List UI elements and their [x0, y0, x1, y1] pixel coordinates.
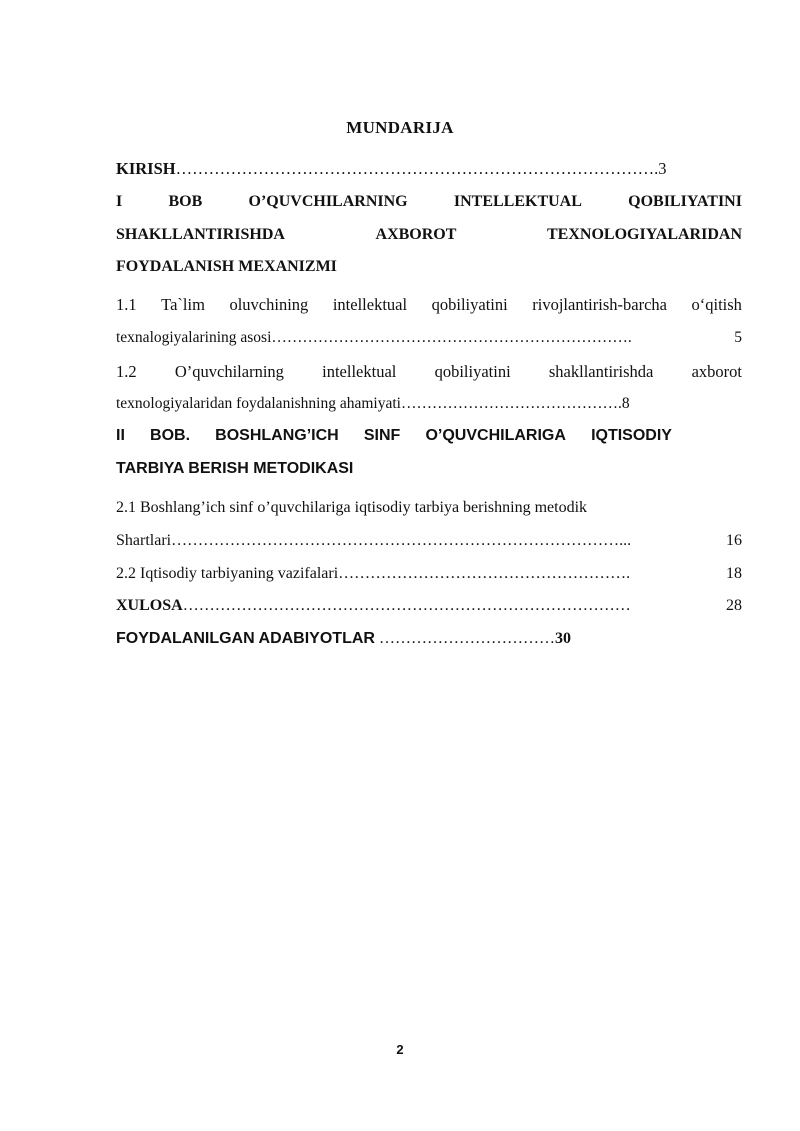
- toc-dots: …………………………………………………………….: [271, 329, 632, 346]
- word: BOB.: [150, 427, 191, 444]
- toc-chapter-2-line-1[interactable]: [116, 425, 672, 447]
- toc-label: texnologiyalaridan foydalanishning ahamiyati: [116, 395, 401, 412]
- toc-page: 5: [734, 329, 742, 346]
- word: BOSHLANG’ICH: [215, 427, 339, 444]
- page-number: 2: [396, 1042, 404, 1057]
- word: AXBOROT: [375, 226, 457, 243]
- word: intellektual: [332, 295, 408, 314]
- word: TEXNOLOGIYALARIDAN: [547, 226, 742, 243]
- toc-page: 18: [726, 565, 742, 582]
- word: Ta`lim: [161, 295, 205, 314]
- toc-dots: …………………………………………………………………………….: [175, 159, 659, 178]
- word: 1.2: [116, 362, 137, 381]
- toc-dots: …………………………………….: [400, 395, 622, 412]
- toc-chapter-1-line-1[interactable]: [116, 191, 742, 213]
- toc-label: Shartlari: [116, 532, 172, 549]
- toc-entry-references[interactable]: [116, 628, 742, 650]
- toc-section-1-1-line-2[interactable]: [116, 327, 742, 349]
- toc-label: FOYDALANILGAN ADABIYOTLAR: [116, 630, 375, 647]
- word: SINF: [363, 427, 401, 444]
- word: II: [116, 427, 125, 444]
- toc-page: 30: [554, 630, 571, 647]
- page-title: MUNDARIJA: [346, 118, 454, 137]
- toc-label: KIRISH: [116, 159, 176, 178]
- word: qobiliyatini: [434, 362, 511, 381]
- word: rivojlantirish-barcha: [532, 295, 667, 314]
- word: qobiliyatini: [431, 295, 508, 314]
- word: O’QUVCHILARNING: [248, 193, 408, 210]
- toc-dots: …………………………………………………………………………: [182, 597, 631, 614]
- toc-label: 2.2 Iqtisodiy tarbiyaning vazifalari: [116, 565, 339, 582]
- word: 1.1: [116, 295, 137, 314]
- toc-dots: …………………………………………………………………………...: [171, 532, 632, 549]
- toc-label: texnalogiyalarining asosi: [116, 329, 272, 346]
- toc-chapter-1-line-2[interactable]: [116, 224, 742, 246]
- toc-page: 28: [726, 597, 742, 614]
- word: O’QUVCHILARIGA: [425, 427, 566, 444]
- toc-entry-xulosa[interactable]: [116, 595, 742, 617]
- word: QOBILIYATINI: [628, 193, 742, 210]
- toc-section-1-2-line-2[interactable]: [116, 393, 742, 415]
- toc-section-1-2-line-1[interactable]: [116, 361, 742, 383]
- toc-label: XULOSA: [116, 597, 183, 614]
- word: shakllantirishda: [548, 362, 654, 381]
- toc-section-2-2[interactable]: [116, 563, 742, 585]
- toc-dots: ……………………………: [378, 630, 555, 647]
- word: BOB: [168, 193, 203, 210]
- toc-section-1-1-line-1[interactable]: [116, 294, 742, 316]
- word: intellektual: [322, 362, 397, 381]
- word: axborot: [691, 362, 742, 381]
- toc-section-2-1-line-1[interactable]: 2.1 Boshlang’ich sinf o’quvchilariga iqtisodiy tarbiya berishning metodik: [116, 499, 588, 516]
- word: SHAKLLANTIRISHDA: [116, 226, 285, 243]
- word: I: [116, 193, 123, 210]
- word: O’quvchilarning: [174, 362, 284, 381]
- word: oluvchining: [229, 295, 309, 314]
- toc-chapter-1-line-3[interactable]: FOYDALANISH MEXANIZMI: [116, 258, 337, 275]
- toc-page: 16: [726, 532, 742, 549]
- toc-entry-kirish[interactable]: [116, 158, 742, 180]
- toc-section-2-1-line-2[interactable]: [116, 530, 742, 552]
- word: IQTISODIY: [591, 427, 672, 444]
- word: INTELLEKTUAL: [453, 193, 582, 210]
- toc-chapter-2-line-2[interactable]: TARBIYA BERISH METODIKASI: [116, 460, 354, 477]
- word: o‘qitish: [691, 295, 742, 314]
- toc-page: 3: [658, 159, 667, 178]
- toc-dots: ……………………………………………….: [338, 565, 631, 582]
- toc-page: 8: [621, 395, 630, 412]
